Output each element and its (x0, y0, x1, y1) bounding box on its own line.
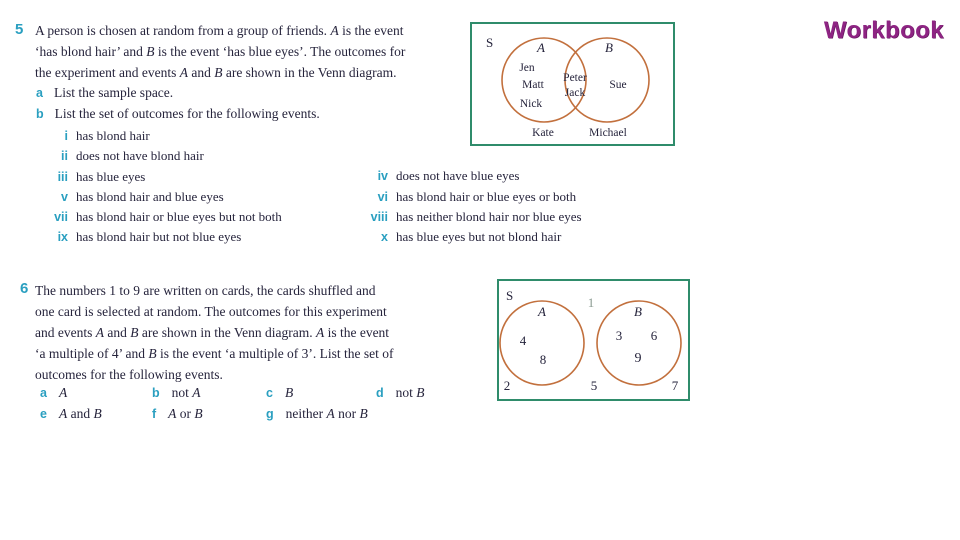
problem6-statement-line3: and events A and B are shown in the Venn diagram. A is the event (35, 325, 390, 340)
venn1-name-michael: Michael (589, 127, 627, 139)
venn-diagram-1 (470, 22, 675, 146)
venn2-svg (499, 281, 688, 399)
part-text: neither A nor B (285, 406, 368, 421)
problem6-part-a (40, 385, 67, 401)
problem5-statement-line3: the experiment and events A and B are shown in the Venn diagram. (35, 65, 397, 80)
event-item-v (30, 189, 224, 205)
problem5-statement-line2: ‘has blond hair’ and B is the event ‘has blue eyes’. The outcomes for (35, 44, 406, 59)
venn2-digit-6: 6 (650, 328, 658, 343)
event-item-vii (30, 209, 282, 225)
venn2-digit-5: 5 (590, 378, 598, 393)
part-text: A or B (168, 406, 203, 421)
event-text: has blue eyes but not blond hair (396, 229, 562, 244)
venn1-set-b-label: B (605, 40, 613, 55)
event-item-vi (350, 189, 576, 205)
event-label: x (381, 230, 388, 244)
problem6-part-f (152, 406, 203, 422)
problem6-statement-line1: The numbers 1 to 9 are written on cards, the cards shuffled and (35, 283, 376, 298)
venn1-name-jack: Jack (564, 87, 586, 99)
event-text: has blond hair or blue eyes but not both (76, 209, 282, 224)
event-text: has blue eyes (76, 169, 146, 184)
problem5-part-b (36, 106, 320, 122)
part-label: a (40, 386, 47, 400)
part-text: not A (171, 385, 201, 400)
event-label: v (61, 190, 68, 204)
part-label: c (266, 386, 273, 400)
problem6-part-e (40, 406, 102, 422)
problem6-part-g (266, 406, 368, 422)
part-label: b (36, 107, 44, 121)
event-label: vii (54, 210, 68, 224)
problem6-number: 6 (20, 280, 29, 297)
part-label: f (152, 407, 157, 421)
venn1-name-jen: Jen (519, 62, 535, 74)
event-text: has blond hair but not blue eyes (76, 229, 242, 244)
event-label: vi (377, 190, 388, 204)
event-label: ix (57, 230, 68, 244)
event-label: ii (61, 149, 68, 163)
event-item-viii (350, 209, 582, 225)
venn1-set-a-label: A (537, 40, 545, 55)
venn1-svg (472, 24, 673, 144)
event-text: has blond hair (76, 128, 150, 143)
venn2-digit-4: 4 (519, 333, 527, 348)
venn2-digit-8: 8 (539, 352, 547, 367)
problem6-statement-line4: ‘a multiple of 4’ and B is the event ‘a multiple of 3’. List the set of (35, 346, 394, 361)
problem6-part-c (266, 385, 293, 401)
venn2-set-a-label: A (538, 304, 546, 319)
venn2-digit-2: 2 (503, 378, 511, 393)
part-label: a (36, 86, 43, 100)
venn1-name-matt: Matt (522, 79, 544, 91)
venn1-name-kate: Kate (532, 127, 554, 139)
event-text: does not have blond hair (76, 148, 204, 163)
part-text: not B (395, 385, 425, 400)
event-text: has blond hair and blue eyes (76, 189, 224, 204)
problem6-statement-line2: one card is selected at random. The outcomes for this experiment (35, 304, 387, 319)
venn1-name-sue: Sue (609, 79, 627, 91)
venn1-sample-space-label: S (486, 35, 494, 50)
venn2-sample-space-label: S (506, 288, 514, 303)
part-text: B (284, 385, 294, 400)
event-item-ix (30, 229, 241, 245)
event-item-iii (30, 169, 145, 185)
venn2-digit-1: 1 (587, 295, 595, 310)
venn2-set-b-label: B (634, 304, 642, 319)
event-item-x (350, 229, 561, 245)
venn2-digit-9: 9 (634, 351, 642, 366)
problem6-part-d (376, 385, 425, 401)
venn-diagram-2 (497, 279, 690, 401)
problem6-statement-line5: outcomes for the following events. (35, 367, 223, 382)
event-text: has blond hair or blue eyes or both (396, 189, 577, 204)
venn2-digit-3: 3 (615, 328, 623, 343)
event-label: iii (57, 170, 68, 184)
part-label: d (376, 386, 384, 400)
part-text: List the set of outcomes for the following events. (54, 106, 320, 121)
part-label: b (152, 386, 160, 400)
part-label: e (40, 407, 47, 421)
part-text: A (58, 385, 68, 400)
part-text: List the sample space. (53, 85, 174, 100)
problem5-number: 5 (15, 21, 24, 38)
problem6-part-b (152, 385, 201, 401)
event-item-iv (350, 168, 519, 184)
event-label: viii (370, 210, 388, 224)
venn1-name-peter: Peter (563, 72, 587, 84)
venn1-name-nick: Nick (519, 98, 543, 110)
part-label: g (266, 407, 274, 421)
event-text: has neither blond hair nor blue eyes (396, 209, 582, 224)
event-label: i (64, 129, 68, 143)
problem5-statement-line1: A person is chosen at random from a group of friends. A is the event (35, 23, 404, 38)
workbook-title: Workbook (823, 17, 944, 44)
venn2-digit-7: 7 (671, 378, 679, 393)
event-label: iv (377, 169, 388, 183)
event-item-ii (30, 148, 204, 164)
problem5-part-a (36, 85, 173, 101)
event-item-i (30, 128, 150, 144)
event-text: does not have blue eyes (396, 168, 520, 183)
part-text: A and B (58, 406, 102, 421)
